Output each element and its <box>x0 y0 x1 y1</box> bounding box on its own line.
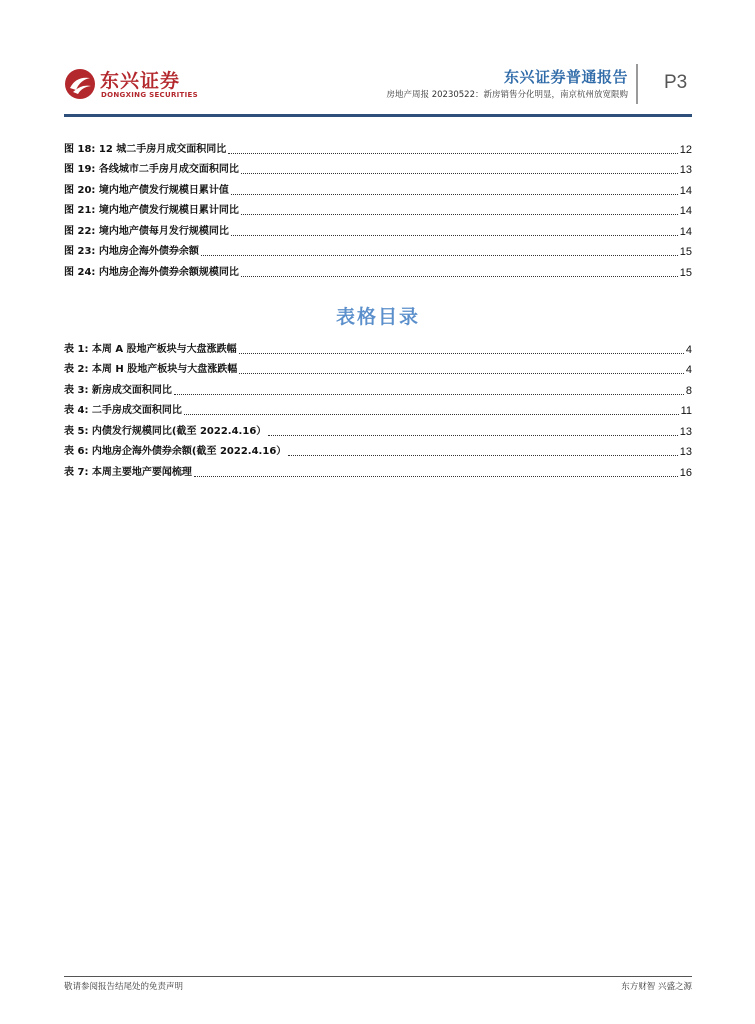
toc-leader-dots <box>239 352 684 354</box>
toc-entry[interactable] <box>64 239 692 260</box>
toc-entry-label: 表 4: 二手房成交面积同比 <box>64 405 182 416</box>
toc-entry-label: 表 1: 本周 A 股地产板块与大盘涨跌幅 <box>64 343 237 355</box>
toc-leader-dots <box>241 213 678 215</box>
toc-entry-page: 8 <box>685 384 692 397</box>
toc-leader-dots <box>201 254 678 256</box>
toc-leader-dots <box>241 172 678 174</box>
toc-leader-dots <box>231 234 678 236</box>
toc-leader-dots <box>231 193 678 195</box>
toc-entry[interactable] <box>64 377 692 398</box>
toc-entry-label: 图 18: 12 城二手房月成交面积同比 <box>64 143 227 155</box>
toc-entry-page: 12 <box>679 143 692 156</box>
toc-entry-page: 11 <box>680 405 692 417</box>
footer-rule <box>64 976 692 977</box>
toc-leader-dots <box>288 454 677 456</box>
toc-entry[interactable] <box>64 418 692 439</box>
toc-entry-page: 13 <box>679 164 692 176</box>
toc-leader-dots <box>194 475 678 477</box>
toc-entry-label: 图 21: 境内地产债发行规模日累计同比 <box>64 205 239 216</box>
toc-entry[interactable] <box>64 157 692 178</box>
toc-entry[interactable] <box>64 357 692 378</box>
toc-entry-page: 4 <box>685 343 692 356</box>
logo-text-cn: 东兴证券 <box>100 70 181 92</box>
toc-entry-page: 13 <box>679 425 692 438</box>
footer-disclaimer: 敬请参阅报告结尾处的免责声明 <box>64 982 184 992</box>
toc-entry-label: 图 23: 内地房企海外债券余额 <box>64 246 199 257</box>
toc-entry-page: 15 <box>679 266 692 279</box>
toc-entry-page: 13 <box>679 446 692 458</box>
header-divider <box>636 64 638 104</box>
report-type: 东兴证券普通报告 <box>503 68 628 86</box>
toc-entry-page: 14 <box>679 184 692 197</box>
toc-leader-dots <box>174 393 684 395</box>
logo-text-en: DONGXING SECURITIES <box>101 91 198 99</box>
toc-entry-label: 图 19: 各线城市二手房月成交面积同比 <box>64 164 239 175</box>
toc-entry[interactable] <box>64 177 692 198</box>
toc-entry-page: 15 <box>679 246 692 258</box>
toc-entry-page: 14 <box>679 225 692 238</box>
toc-entry-label: 表 6: 内地房企海外债券余额(截至 2022.4.16） <box>64 446 287 457</box>
toc-leader-dots <box>239 372 684 374</box>
dongxing-logo-icon <box>64 68 96 100</box>
company-logo <box>64 66 214 102</box>
toc-leader-dots <box>228 152 677 154</box>
toc-leader-dots <box>184 413 679 415</box>
toc-entry[interactable] <box>64 218 692 239</box>
toc-entry[interactable] <box>64 336 692 357</box>
toc-leader-dots <box>268 434 677 436</box>
toc-leader-dots <box>241 275 678 277</box>
report-subtitle: 房地产周报 20230522：新房销售分化明显，南京杭州放宽限购 <box>386 90 628 100</box>
toc-entry[interactable] <box>64 259 692 280</box>
footer-slogan: 东方财智 兴盛之源 <box>621 982 692 992</box>
toc-entry-label: 表 2: 本周 H 股地产板块与大盘涨跌幅 <box>64 364 238 375</box>
figure-toc-list <box>64 136 692 280</box>
toc-entry[interactable] <box>64 398 692 419</box>
toc-entry-label: 表 5: 内债发行规模同比(截至 2022.4.16） <box>64 425 267 437</box>
header-rule <box>64 114 692 117</box>
toc-entry-label: 图 24: 内地房企海外债券余额规模同比 <box>64 266 239 278</box>
page-header <box>0 0 755 120</box>
table-toc-title: 表格目录 <box>335 306 420 328</box>
toc-entry-page: 16 <box>679 466 692 479</box>
toc-entry-page: 4 <box>685 364 692 376</box>
toc-entry-label: 图 20: 境内地产债发行规模日累计值 <box>64 184 229 196</box>
page-number: P3 <box>664 72 688 93</box>
toc-entry[interactable] <box>64 459 692 480</box>
toc-entry-page: 14 <box>679 205 692 217</box>
table-toc-list <box>64 336 692 480</box>
toc-entry[interactable] <box>64 136 692 157</box>
toc-entry-label: 图 22: 境内地产债每月发行规模同比 <box>64 225 229 237</box>
toc-entry-label: 表 3: 新房成交面积同比 <box>64 384 172 396</box>
toc-entry-label: 表 7: 本周主要地产要闻梳理 <box>64 466 192 478</box>
toc-entry[interactable] <box>64 439 692 460</box>
toc-entry[interactable] <box>64 198 692 219</box>
